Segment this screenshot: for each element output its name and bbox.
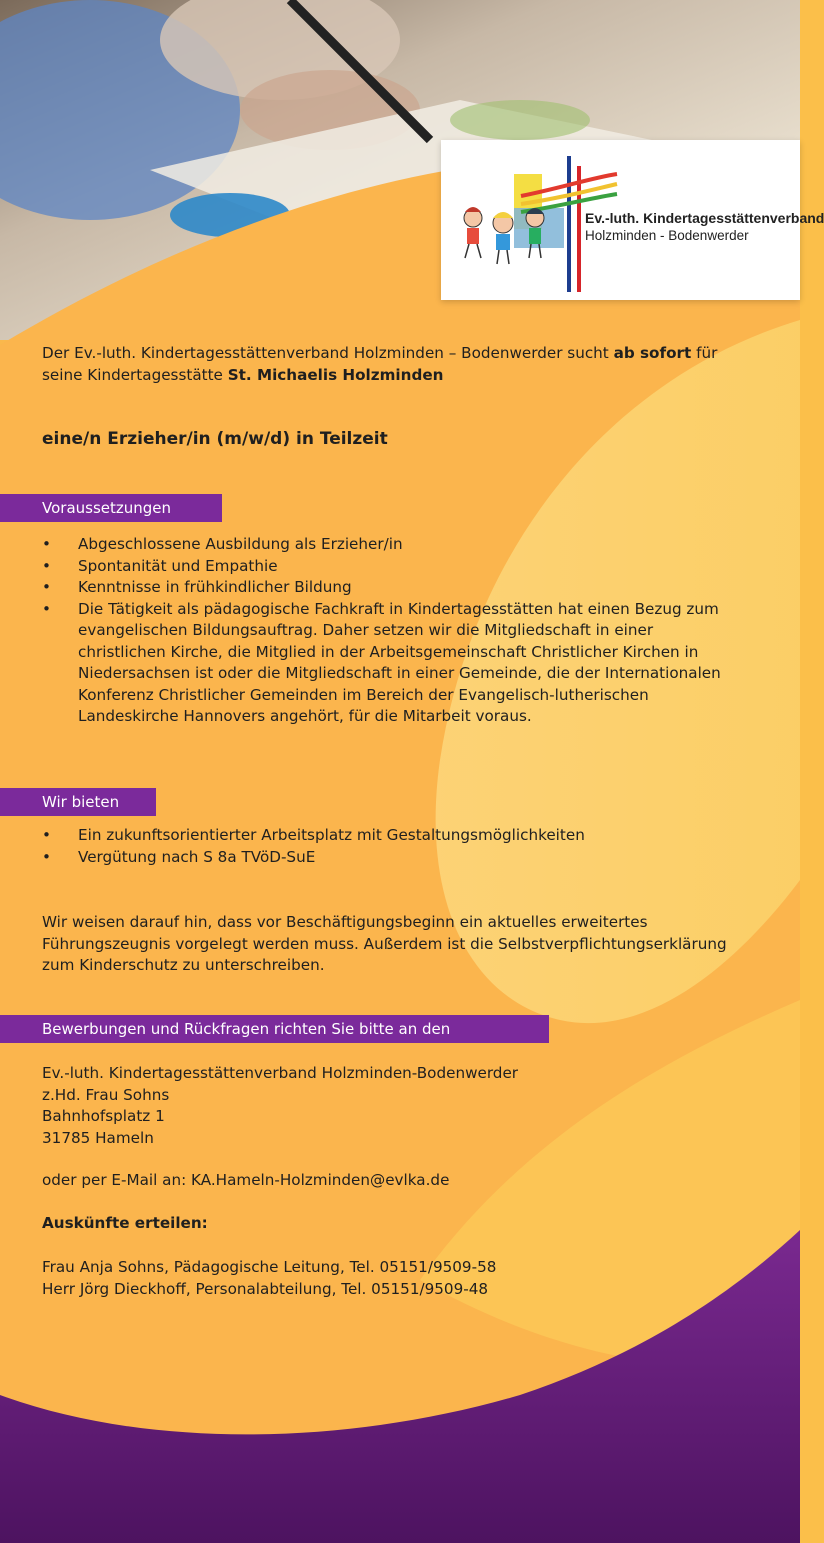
- address-line: z.Hd. Frau Sohns: [42, 1085, 170, 1104]
- intro-kita-name: St. Michaelis Holzminden: [227, 365, 444, 384]
- contacts-block: [42, 1257, 762, 1300]
- logo-subtitle: Holzminden - Bodenwerder: [585, 228, 749, 243]
- requirements-list: [42, 534, 742, 728]
- list-item: • Abgeschlossene Ausbildung als Erzieher/in: [42, 534, 742, 556]
- email-line: oder per E-Mail an: KA.Hameln-Holzminden@evlka.de: [42, 1171, 450, 1189]
- offer-list: [42, 825, 742, 868]
- intro-text-1: Der Ev.-luth. Kindertagesstättenverband Holzminden – Bodenwerder sucht: [42, 344, 614, 362]
- intro-text-2: für seine Kindertagesstätte: [42, 344, 718, 384]
- intro-start-date: ab sofort: [613, 344, 692, 362]
- list-item: • Spontanität und Empathie: [42, 556, 742, 578]
- address-line: Bahnhofsplatz 1: [42, 1107, 165, 1125]
- section-heading-application: Bewerbungen und Rückfragen richten Sie bitte an den: [0, 1015, 549, 1043]
- contact-line: Frau Anja Sohns, Pädagogische Leitung, Tel. 05151/9509-58: [42, 1258, 497, 1276]
- intro-paragraph: [42, 343, 762, 386]
- logo-title: Ev.-luth. Kindertagesstättenverband: [585, 210, 824, 226]
- notice-paragraph: Wir weisen darauf hin, dass vor Beschäftigungsbeginn ein aktuelles erweitertes Führungszeugnis vorgelegt werden muss. Außerdem ist die Selbstverpflichtungserklärung zum Kinderschutz zu unterschreiben.: [42, 913, 727, 974]
- address-block: [42, 1063, 762, 1149]
- address-line: 31785 Hameln: [42, 1128, 154, 1147]
- section-heading-offer: Wir bieten: [0, 788, 156, 816]
- job-title: eine/n Erzieher/in (m/w/d) in Teilzeit: [42, 429, 388, 449]
- list-item: • Ein zukunftsorientierter Arbeitsplatz mit Gestaltungsmöglichkeiten: [42, 825, 742, 847]
- address-line: Ev.-luth. Kindertagesstättenverband Holzminden-Bodenwerder: [42, 1064, 519, 1082]
- section-heading-requirements: Voraussetzungen: [0, 494, 222, 522]
- organization-logo: [441, 140, 824, 300]
- info-heading: Auskünfte erteilen:: [42, 1214, 208, 1232]
- contact-line: Herr Jörg Dieckhoff, Personalabteilung, Tel. 05151/9509-48: [42, 1279, 489, 1298]
- list-item: • Die Tätigkeit als pädagogische Fachkraft in Kindertagesstätten hat einen Bezug zum evangelischen Bildungsauftrag. Daher setzen wir die Mitgliedschaft in einer christlichen Kirche, die Mitglied in der Arbeitsgemeinschaft Christlicher Kirchen in Niedersachsen ist oder die Mitgliedschaft in einer Gemeinde, die der Internationalen Konferenz Christlicher Gemeinden im Bereich der Evangelisch-lutherischen Landeskirche Hannovers angehört, für die Mitarbeit voraus.: [42, 599, 742, 728]
- list-item: • Vergütung nach S 8a TVöD-SuE: [42, 847, 742, 869]
- list-item: • Kenntnisse in frühkindlicher Bildung: [42, 577, 742, 599]
